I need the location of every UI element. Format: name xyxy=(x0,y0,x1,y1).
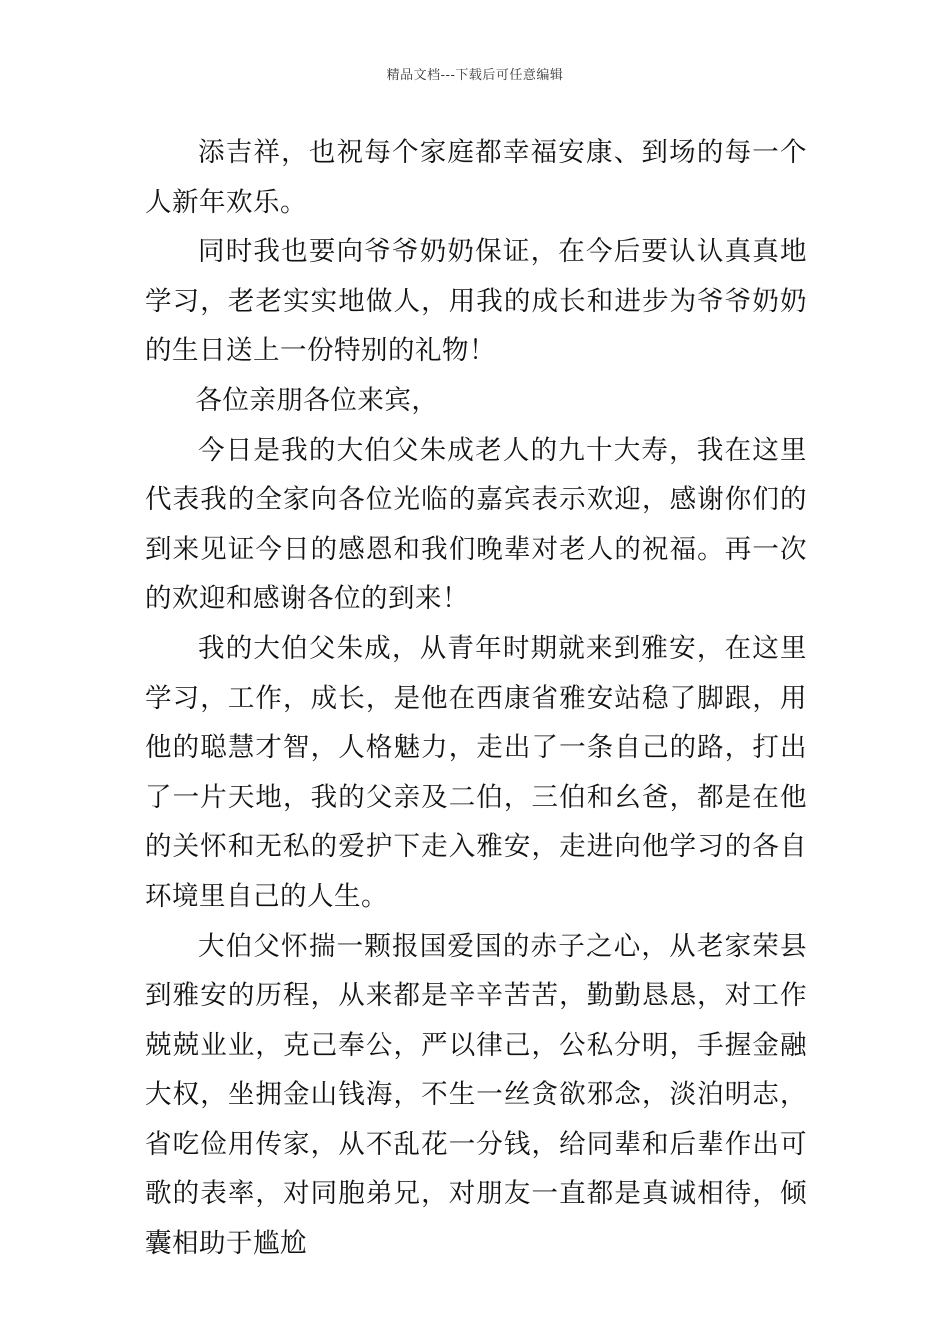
page-header: 精品文档---下载后可任意编辑 xyxy=(386,68,564,83)
paragraph-6: 大伯父怀揣一颗报国爱国的赤子之心，从老家荣县到雅安的历程，从来都是辛辛苦苦，勤勤恳恳，对工作兢兢业业，克己奉公，严以律己，公私分明，手握金融大权，坐拥金山钱海，不生一丝贪欲邪念，淡泊明志，省吃俭用传家，从不乱花一分钱，给同辈和后辈作出可歌的表率，对同胞弟兄，对朋友一直都是真诚相待，倾囊相助于尴尬 xyxy=(145,930,807,1260)
document-body xyxy=(145,128,807,1269)
paragraph-1: 添吉祥，也祝每个家庭都幸福安康、到场的每一个人新年欢乐。 xyxy=(145,137,807,218)
paragraph-2: 同时我也要向爷爷奶奶保证，在今后要认认真真地学习，老老实实地做人，用我的成长和进步为爷爷奶奶的生日送上一份特别的礼物！ xyxy=(145,236,807,367)
paragraph-salutation: 各位亲朋各位来宾， xyxy=(195,384,439,416)
paragraph-4: 今日是我的大伯父朱成老人的九十大寿，我在这里代表我的全家向各位光临的嘉宾表示欢迎，感谢你们的到来见证今日的感恩和我们晚辈对老人的祝福。再一次的欢迎和感谢各位的到来！ xyxy=(145,434,807,615)
paragraph-5: 我的大伯父朱成，从青年时期就来到雅安，在这里学习，工作，成长，是他在西康省雅安站稳了脚跟，用他的聪慧才智，人格魅力，走出了一条自己的路，打出了一片天地，我的父亲及二伯，三伯和幺爸，都是在他的关怀和无私的爱护下走入雅安，走进向他学习的各自环境里自己的人生。 xyxy=(145,632,807,912)
